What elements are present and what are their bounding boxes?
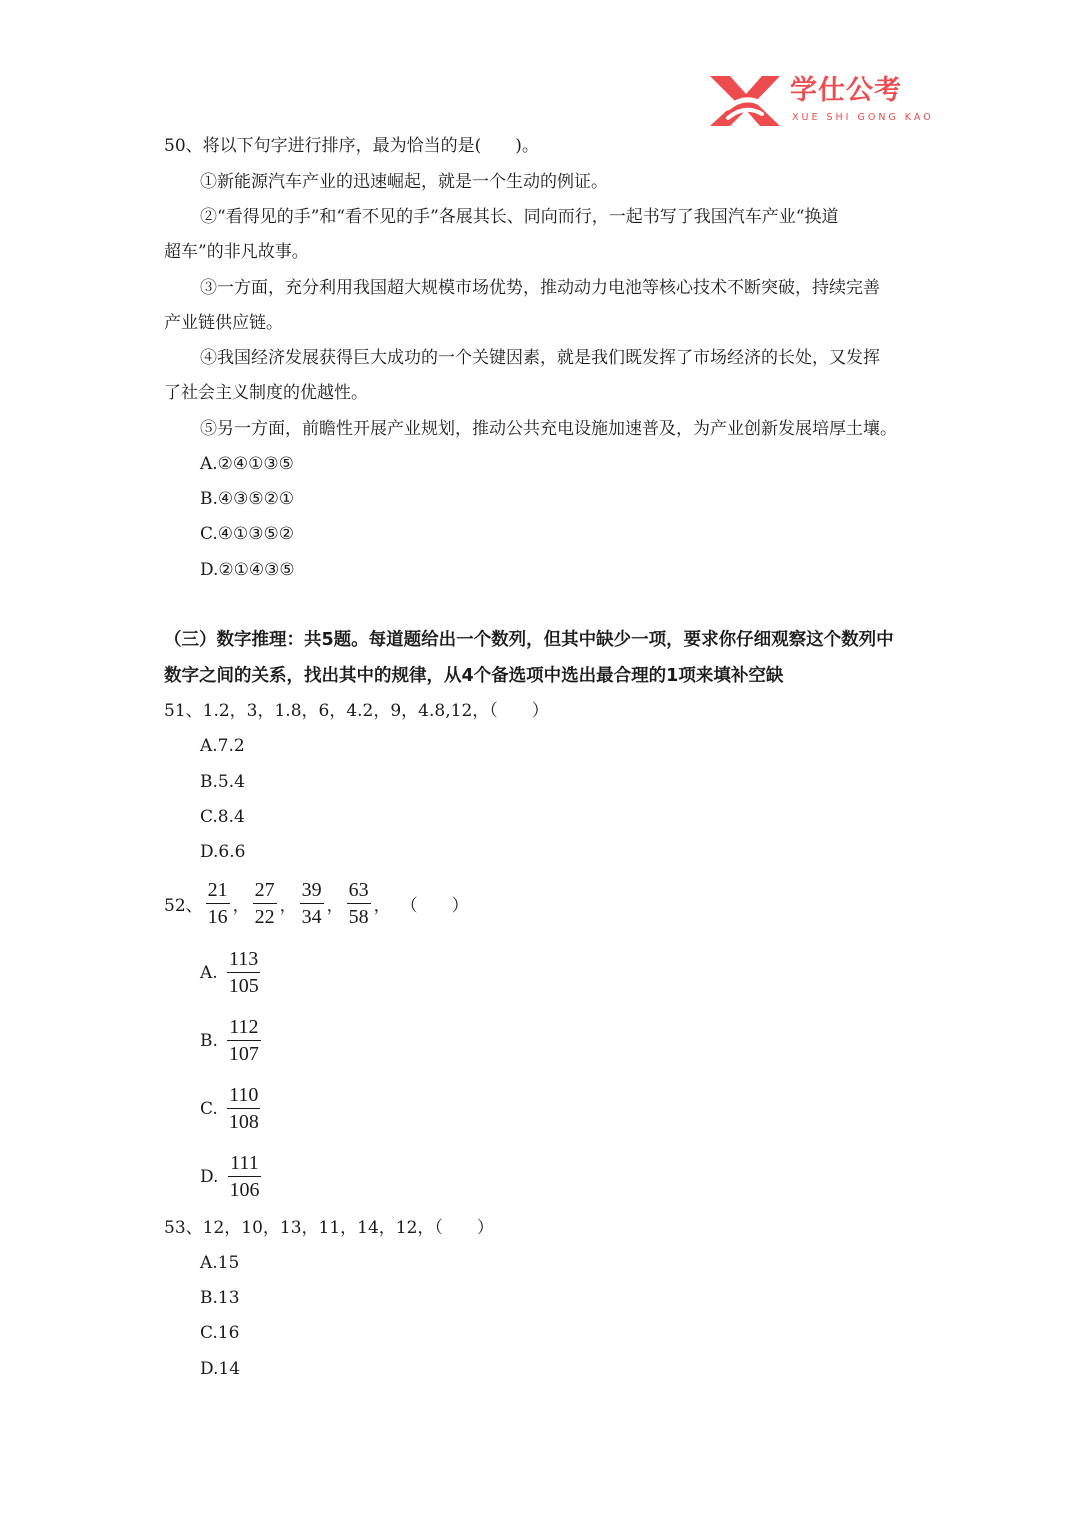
option-fraction (227, 1014, 261, 1067)
fraction-denominator: 107 (228, 1043, 259, 1065)
q50-sentence-2b: 超车”的非凡故事。 (164, 242, 309, 262)
section-heading-line-1: （三）数字推理：共5题。每道题给出一个数列，但其中缺少一项，要求你仔细观察这个数列中 (164, 630, 894, 650)
q52-stem (164, 877, 469, 930)
q53-option-c: C.16 (200, 1323, 240, 1343)
q52-blank: （ ） (400, 896, 469, 916)
q52-option-c (200, 1082, 264, 1135)
q51-option-d: D.6.6 (200, 842, 246, 862)
brand-name-cn: 学仕公考 (790, 75, 902, 106)
fraction-numerator: 113 (227, 946, 260, 973)
fraction-numerator: 112 (227, 1014, 260, 1041)
q51-stem: 51、1.2，3，1.8，6，4.2，9，4.8,12，（ ） (164, 701, 549, 721)
fraction-numerator: 27 (253, 877, 277, 904)
brand-logo-mark-icon (708, 74, 782, 128)
q52-separator: ， (326, 896, 344, 916)
q52-option-b (200, 1014, 264, 1067)
q51-option-c: C.8.4 (200, 807, 245, 827)
fraction-numerator: 63 (347, 877, 371, 904)
q50-sentence-4b: 了社会主义制度的优越性。 (164, 383, 368, 403)
option-label: D. (200, 1166, 219, 1187)
option-label: C. (200, 1098, 218, 1119)
q50-sentence-2a: ②“看得见的手”和“看不见的手”各展其长、同向而行，一起书写了我国汽车产业“换道 (200, 207, 839, 227)
fraction-numerator: 39 (300, 877, 324, 904)
q50-sentence-3a: ③一方面，充分利用我国超大规模市场优势，推动动力电池等核心技术不断突破，持续完善 (200, 278, 880, 298)
q50-option-a: A.②④①③⑤ (200, 454, 294, 474)
q50-sentence-4a: ④我国经济发展获得巨大成功的一个关键因素，就是我们既发挥了市场经济的长处，又发挥 (200, 348, 880, 368)
brand-logo (708, 74, 938, 130)
q50-sentence-3b: 产业链供应链。 (164, 313, 283, 333)
fraction-numerator: 110 (227, 1082, 260, 1109)
q52-option-d (200, 1150, 264, 1203)
option-fraction (227, 1150, 261, 1203)
q50-stem: 50、将以下句字进行排序，最为恰当的是( )。 (164, 136, 539, 156)
q53-option-a: A.15 (200, 1253, 240, 1273)
q52-fraction (253, 877, 277, 930)
option-label: A. (200, 962, 218, 983)
option-label: B. (200, 1030, 218, 1051)
option-fraction (227, 1082, 261, 1135)
fraction-denominator: 105 (228, 975, 259, 997)
q51-option-a: A.7.2 (200, 736, 245, 756)
q53-stem: 53、12，10，13，11，14，12，（ ） (164, 1218, 494, 1238)
q50-sentence-1: ①新能源汽车产业的迅速崛起，就是一个生动的例证。 (200, 172, 608, 192)
option-fraction (227, 946, 261, 999)
q52-separator: ， (279, 896, 297, 916)
fraction-denominator: 22 (254, 906, 275, 928)
q53-option-d: D.14 (200, 1359, 241, 1379)
fraction-denominator: 16 (207, 906, 228, 928)
q53-option-b: B.13 (200, 1288, 240, 1308)
fraction-numerator: 21 (206, 877, 230, 904)
q52-separator: ， (373, 896, 391, 916)
fraction-denominator: 108 (228, 1111, 259, 1133)
brand-name-en: XUE SHI GONG KAO (792, 112, 934, 123)
fraction-denominator: 106 (229, 1179, 260, 1201)
q52-fraction (300, 877, 324, 930)
q52-fraction (206, 877, 230, 930)
fraction-numerator: 111 (228, 1150, 261, 1177)
fraction-denominator: 34 (301, 906, 322, 928)
q50-option-d: D.②①④③⑤ (200, 560, 295, 580)
q52-label: 52、 (164, 896, 203, 916)
q52-separator: ， (232, 896, 250, 916)
q52-fraction (347, 877, 371, 930)
q51-option-b: B.5.4 (200, 772, 245, 792)
section-heading-line-2: 数字之间的关系，找出其中的规律，从4个备选项中选出最合理的1项来填补空缺 (164, 666, 784, 686)
q50-sentence-5: ⑤另一方面，前瞻性开展产业规划，推动公共充电设施加速普及，为产业创新发展培厚土壤。 (200, 419, 897, 439)
q50-option-b: B.④③⑤②① (200, 489, 295, 509)
q50-option-c: C.④①③⑤② (200, 524, 295, 544)
fraction-denominator: 58 (348, 906, 369, 928)
q52-option-a (200, 946, 264, 999)
